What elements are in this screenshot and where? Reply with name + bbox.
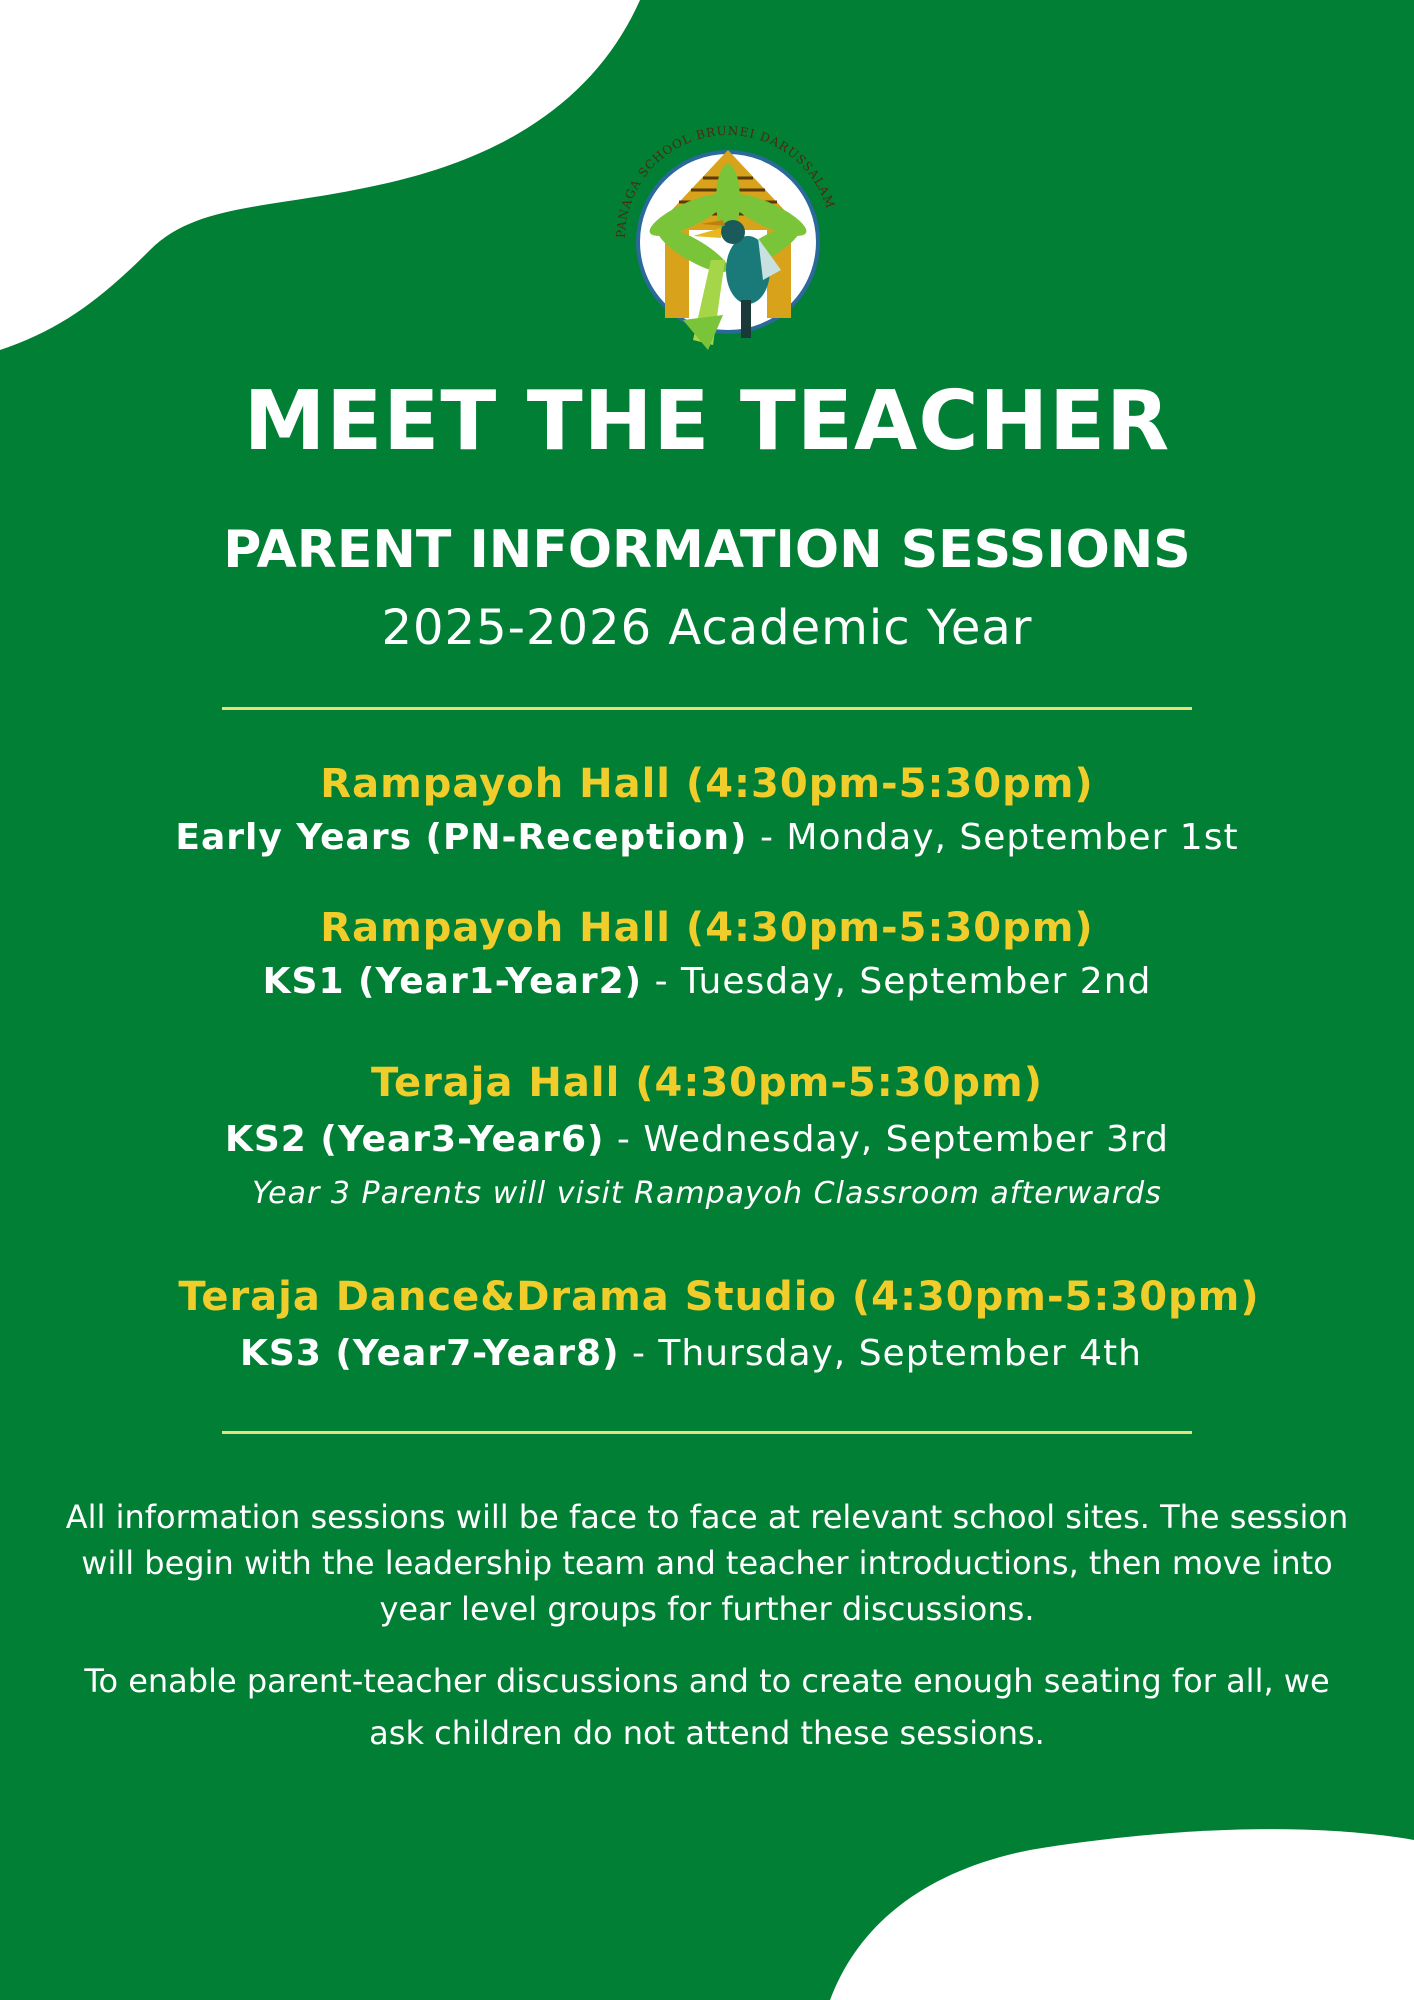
session-date: - Thursday, September 4th bbox=[619, 1333, 1142, 1374]
session-date: - Monday, September 1st bbox=[747, 817, 1239, 858]
session-details bbox=[0, 958, 1414, 1006]
session-venue: Rampayoh Hall (4:30pm-5:30pm) bbox=[320, 761, 1094, 807]
session-venue: Teraja Dance&Drama Studio (4:30pm-5:30pm) bbox=[178, 1274, 1260, 1320]
session-date: - Wednesday, September 3rd bbox=[604, 1119, 1170, 1160]
session-date: - Tuesday, September 2nd bbox=[642, 961, 1152, 1002]
info-paragraph: All information sessions will be face to face at relevant school sites. The session will begin with the leadership team and teacher introductions, then move into year level groups for further discussions. bbox=[65, 1498, 1349, 1628]
logo-ring-text: PANAGA SCHOOL BRUNEI DARUSSALAM bbox=[613, 123, 838, 239]
top-divider bbox=[222, 707, 1192, 710]
school-logo bbox=[593, 120, 863, 360]
session-group: KS3 (Year7-Year8) bbox=[240, 1333, 620, 1374]
page-subtitle: PARENT INFORMATION SESSIONS bbox=[223, 520, 1191, 580]
session-details bbox=[0, 1330, 1398, 1378]
session-venue: Teraja Hall (4:30pm-5:30pm) bbox=[370, 1060, 1044, 1106]
session-details bbox=[0, 1116, 1404, 1164]
session-venue: Rampayoh Hall (4:30pm-5:30pm) bbox=[320, 905, 1094, 951]
bottom-divider bbox=[222, 1431, 1192, 1434]
academic-year: 2025-2026 Academic Year bbox=[381, 600, 1033, 656]
info-paragraph: To enable parent-teacher discussions and to create enough seating for all, we ask children do not attend these sessions. bbox=[84, 1662, 1330, 1752]
session-group: KS1 (Year1-Year2) bbox=[262, 961, 643, 1002]
session-details bbox=[0, 814, 1414, 862]
session-group: Early Years (PN-Reception) bbox=[175, 817, 748, 858]
session-note: Year 3 Parents will visit Rampayoh Classroom afterwards bbox=[252, 1176, 1162, 1211]
session-group: KS2 (Year3-Year6) bbox=[224, 1119, 605, 1160]
page-title: MEET THE TEACHER bbox=[243, 374, 1171, 469]
